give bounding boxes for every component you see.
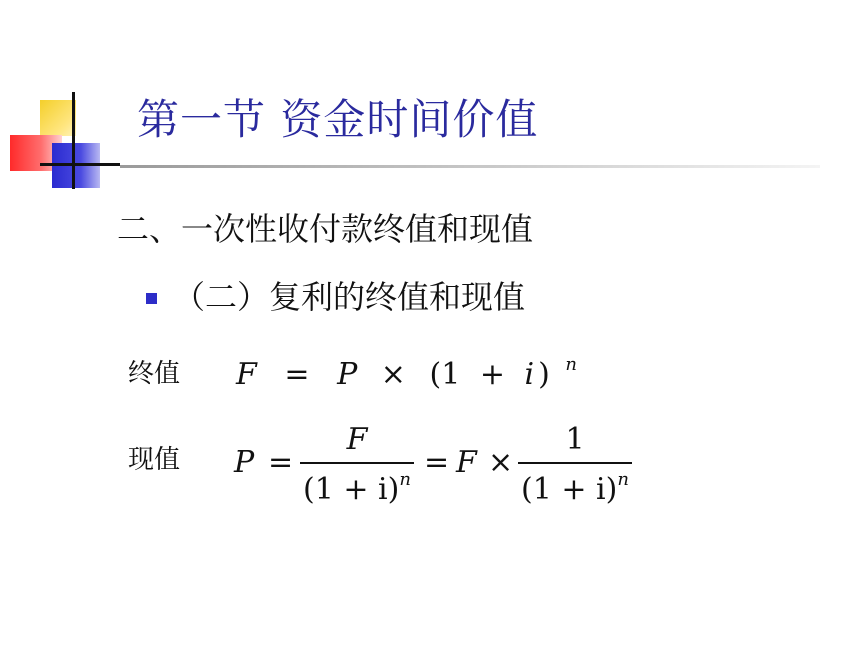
- pv-lhs: P: [234, 445, 255, 480]
- present-value-label: 现值: [128, 445, 181, 475]
- pv-den1-exponent: n: [399, 469, 411, 490]
- fv-rate: i: [524, 357, 535, 392]
- pv-equals-1: =: [268, 445, 294, 480]
- bullet-icon: [146, 293, 157, 304]
- vertical-line-decoration: [72, 92, 75, 189]
- present-value-formula: [234, 420, 654, 520]
- bullet-point-text: （二）复利的终值和现值: [173, 278, 526, 316]
- pv-equals-2: =: [424, 445, 450, 480]
- fv-close: ): [538, 357, 550, 392]
- yellow-square-decoration: [40, 100, 76, 136]
- pv-times: ×: [488, 445, 514, 480]
- pv-den1-base: (1 + i): [303, 472, 400, 507]
- fv-plus: +: [479, 357, 505, 392]
- pv-fraction-1: [300, 420, 414, 520]
- future-value-label: 终值: [128, 359, 181, 389]
- pv-fraction-2-bar: [518, 462, 632, 464]
- fv-times: ×: [380, 357, 406, 392]
- fv-open: (1: [429, 357, 461, 392]
- slide-title: 第一节 资金时间价值: [137, 95, 539, 144]
- fv-equals: =: [284, 357, 310, 392]
- title-underline: [120, 165, 820, 168]
- pv-fraction-1-denominator: [300, 470, 414, 514]
- section-heading: 二、一次性收付款终值和现值: [117, 210, 534, 248]
- pv-den2-base: (1 + i): [521, 472, 618, 507]
- fv-lhs: F: [236, 357, 257, 392]
- decorative-logo: [0, 0, 140, 200]
- fv-exponent: n: [565, 354, 577, 375]
- horizontal-line-decoration: [40, 163, 120, 166]
- pv-fraction-1-numerator: F: [346, 422, 368, 457]
- pv-fraction-2-numerator: 1: [565, 422, 585, 457]
- pv-fraction-1-bar: [300, 462, 414, 464]
- future-value-formula: [236, 355, 577, 399]
- pv-fraction-2: [518, 420, 632, 520]
- pv-f: F: [456, 445, 477, 480]
- fv-principal: P: [337, 357, 358, 392]
- pv-den2-exponent: n: [617, 469, 629, 490]
- pv-fraction-2-denominator: [518, 470, 632, 514]
